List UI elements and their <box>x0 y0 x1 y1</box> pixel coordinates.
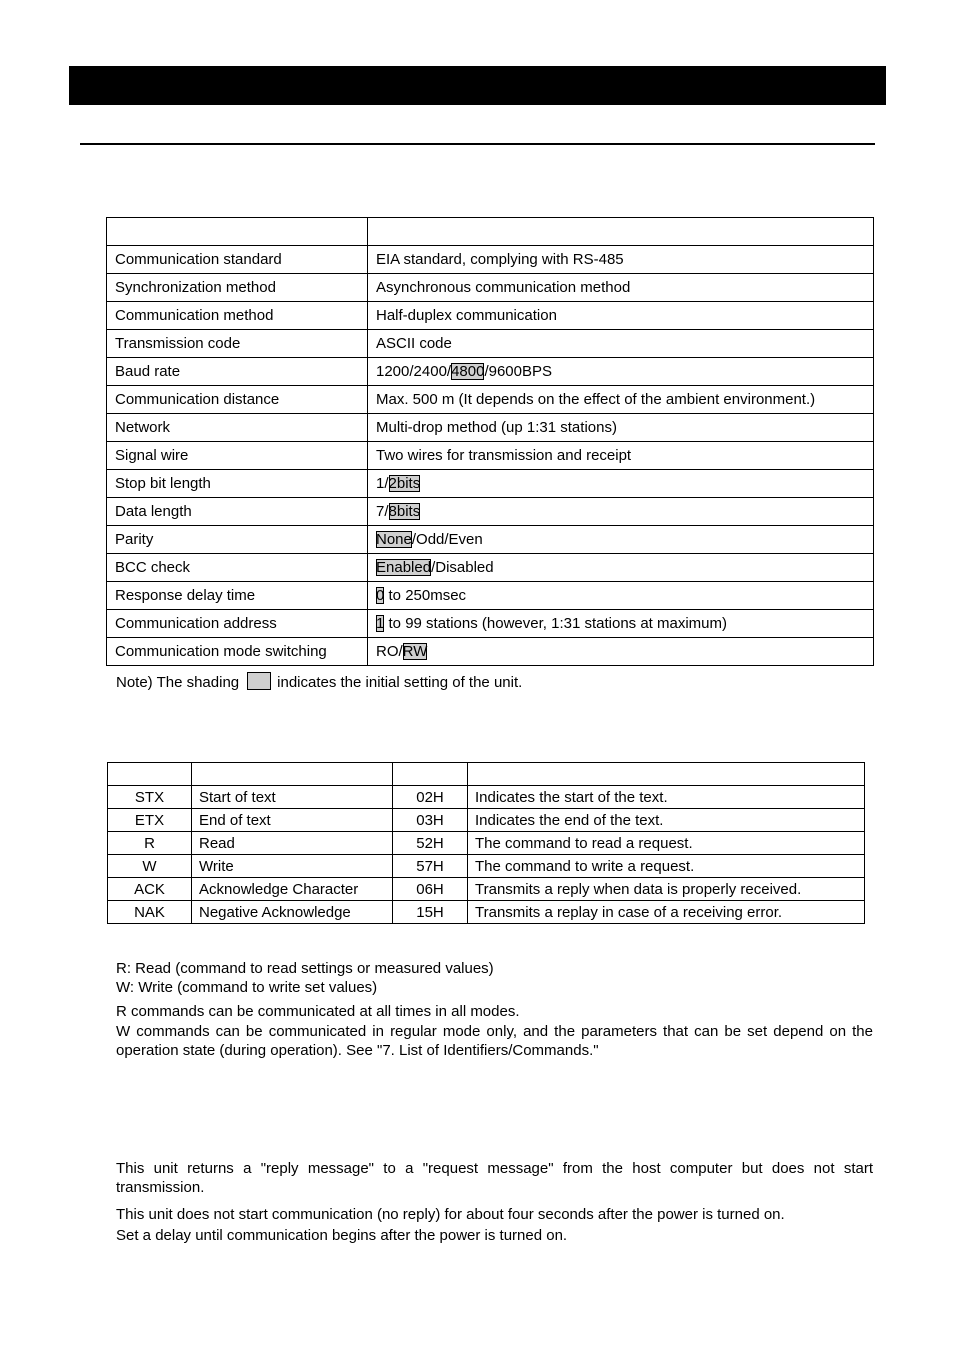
note-text-after: indicates the initial setting of the unit. <box>277 674 523 691</box>
spec-header-value <box>368 218 874 246</box>
spec-item: Communication address <box>107 610 368 638</box>
spec-value <box>368 554 874 582</box>
heading-rule <box>80 143 875 145</box>
spec-row <box>107 302 874 330</box>
control-description: The command to read a request. <box>468 832 865 855</box>
spec-row <box>107 498 874 526</box>
spec-item: Transmission code <box>107 330 368 358</box>
spec-item: Baud rate <box>107 358 368 386</box>
control-code: 03H <box>393 809 468 832</box>
default-setting-highlight: 0 <box>376 587 385 604</box>
control-row <box>108 786 865 809</box>
default-setting-highlight: 8bits <box>388 503 421 520</box>
spec-row <box>107 610 874 638</box>
spec-item: Response delay time <box>107 582 368 610</box>
control-symbol: NAK <box>108 901 192 924</box>
spec-row <box>107 526 874 554</box>
shading-note <box>116 672 522 691</box>
default-setting-highlight: None <box>376 531 412 548</box>
control-name: Read <box>192 832 393 855</box>
spec-item: Signal wire <box>107 442 368 470</box>
spec-item: Network <box>107 414 368 442</box>
control-row <box>108 901 865 924</box>
note-text-before: Note) The shading <box>116 674 240 691</box>
control-symbol: ACK <box>108 878 192 901</box>
control-code: 06H <box>393 878 468 901</box>
spec-row <box>107 554 874 582</box>
spec-header-item <box>107 218 368 246</box>
read-command-line: R: Read (command to read settings or measured values) <box>116 960 494 977</box>
spec-value: Two wires for transmission and receipt <box>368 442 874 470</box>
control-row <box>108 878 865 901</box>
spec-item: Data length <box>107 498 368 526</box>
control-header-code <box>393 763 468 786</box>
spec-value: Asynchronous communication method <box>368 274 874 302</box>
control-description: The command to write a request. <box>468 855 865 878</box>
spec-value-text: 1/ <box>376 475 389 492</box>
spec-value-text: to 99 stations (however, 1:31 stations at maximum) <box>384 615 727 632</box>
default-setting-highlight: Enabled <box>376 559 432 576</box>
spec-row <box>107 358 874 386</box>
control-header-name <box>192 763 393 786</box>
spec-value: ASCII code <box>368 330 874 358</box>
spec-value <box>368 610 874 638</box>
control-code: 57H <box>393 855 468 878</box>
spec-value <box>368 498 874 526</box>
control-row <box>108 832 865 855</box>
control-description: Indicates the end of the text. <box>468 809 865 832</box>
control-header-description <box>468 763 865 786</box>
spec-value <box>368 358 874 386</box>
power-on-delay-text: This unit does not start communication (no reply) for about four seconds after the power is turned on. <box>116 1206 785 1223</box>
control-row <box>108 855 865 878</box>
control-code: 15H <box>393 901 468 924</box>
control-description: Transmits a reply when data is properly received. <box>468 878 865 901</box>
control-name: End of text <box>192 809 393 832</box>
spec-value-text: RO/ <box>376 643 403 660</box>
control-code-table <box>107 762 865 924</box>
section-title-bar <box>69 66 886 105</box>
spec-value: Multi-drop method (up 1:31 stations) <box>368 414 874 442</box>
spec-item: Parity <box>107 526 368 554</box>
control-row <box>108 809 865 832</box>
spec-item: Stop bit length <box>107 470 368 498</box>
spec-value-text: to 250msec <box>384 587 467 604</box>
write-command-line: W: Write (command to write set values) <box>116 979 378 996</box>
set-delay-text: Set a delay until communication begins after the power is turned on. <box>116 1227 568 1244</box>
spec-value <box>368 470 874 498</box>
spec-item: Communication method <box>107 302 368 330</box>
spec-value: EIA standard, complying with RS-485 <box>368 246 874 274</box>
spec-value-text: 1200/2400/ <box>376 363 452 380</box>
reply-message-text: This unit returns a "reply message" to a "request message" from the host computer but does not start transmission. <box>116 1160 873 1196</box>
spec-header-row <box>107 218 874 246</box>
control-symbol: ETX <box>108 809 192 832</box>
control-name: Start of text <box>192 786 393 809</box>
spec-value <box>368 582 874 610</box>
spec-row <box>107 246 874 274</box>
control-description: Indicates the start of the text. <box>468 786 865 809</box>
spec-value-text: /9600BPS <box>484 363 553 380</box>
spec-value: Half-duplex communication <box>368 302 874 330</box>
control-name: Write <box>192 855 393 878</box>
control-name: Acknowledge Character <box>192 878 393 901</box>
spec-item: Communication distance <box>107 386 368 414</box>
write-modes-text: W commands can be communicated in regular mode only, and the parameters that can be set depend on the operation state (during operation). See "7. List of Identifiers/Commands." <box>116 1023 873 1059</box>
spec-row <box>107 582 874 610</box>
shading-swatch <box>247 672 271 690</box>
default-setting-highlight: RW <box>402 643 428 660</box>
control-symbol: STX <box>108 786 192 809</box>
default-setting-highlight: 4800 <box>451 363 485 380</box>
default-setting-highlight: 2bits <box>388 475 421 492</box>
spec-value-text: /Odd/Even <box>411 531 483 548</box>
spec-row <box>107 414 874 442</box>
spec-value: Max. 500 m (It depends on the effect of the ambient environment.) <box>368 386 874 414</box>
spec-item: Communication mode switching <box>107 638 368 666</box>
control-code: 02H <box>393 786 468 809</box>
control-header-symbol <box>108 763 192 786</box>
read-modes-text: R commands can be communicated at all times in all modes. <box>116 1003 520 1020</box>
spec-value <box>368 526 874 554</box>
spec-row <box>107 274 874 302</box>
spec-value-text: 7/ <box>376 503 389 520</box>
control-code: 52H <box>393 832 468 855</box>
default-setting-highlight: 1 <box>376 615 385 632</box>
control-description: Transmits a replay in case of a receiving error. <box>468 901 865 924</box>
control-symbol: R <box>108 832 192 855</box>
communication-spec-table <box>106 217 874 666</box>
spec-row <box>107 330 874 358</box>
control-symbol: W <box>108 855 192 878</box>
spec-row <box>107 442 874 470</box>
spec-value <box>368 638 874 666</box>
control-header-row <box>108 763 865 786</box>
spec-row <box>107 638 874 666</box>
spec-row <box>107 386 874 414</box>
spec-item: Communication standard <box>107 246 368 274</box>
control-name: Negative Acknowledge <box>192 901 393 924</box>
spec-item: BCC check <box>107 554 368 582</box>
spec-item: Synchronization method <box>107 274 368 302</box>
spec-row <box>107 470 874 498</box>
spec-value-text: /Disabled <box>431 559 494 576</box>
